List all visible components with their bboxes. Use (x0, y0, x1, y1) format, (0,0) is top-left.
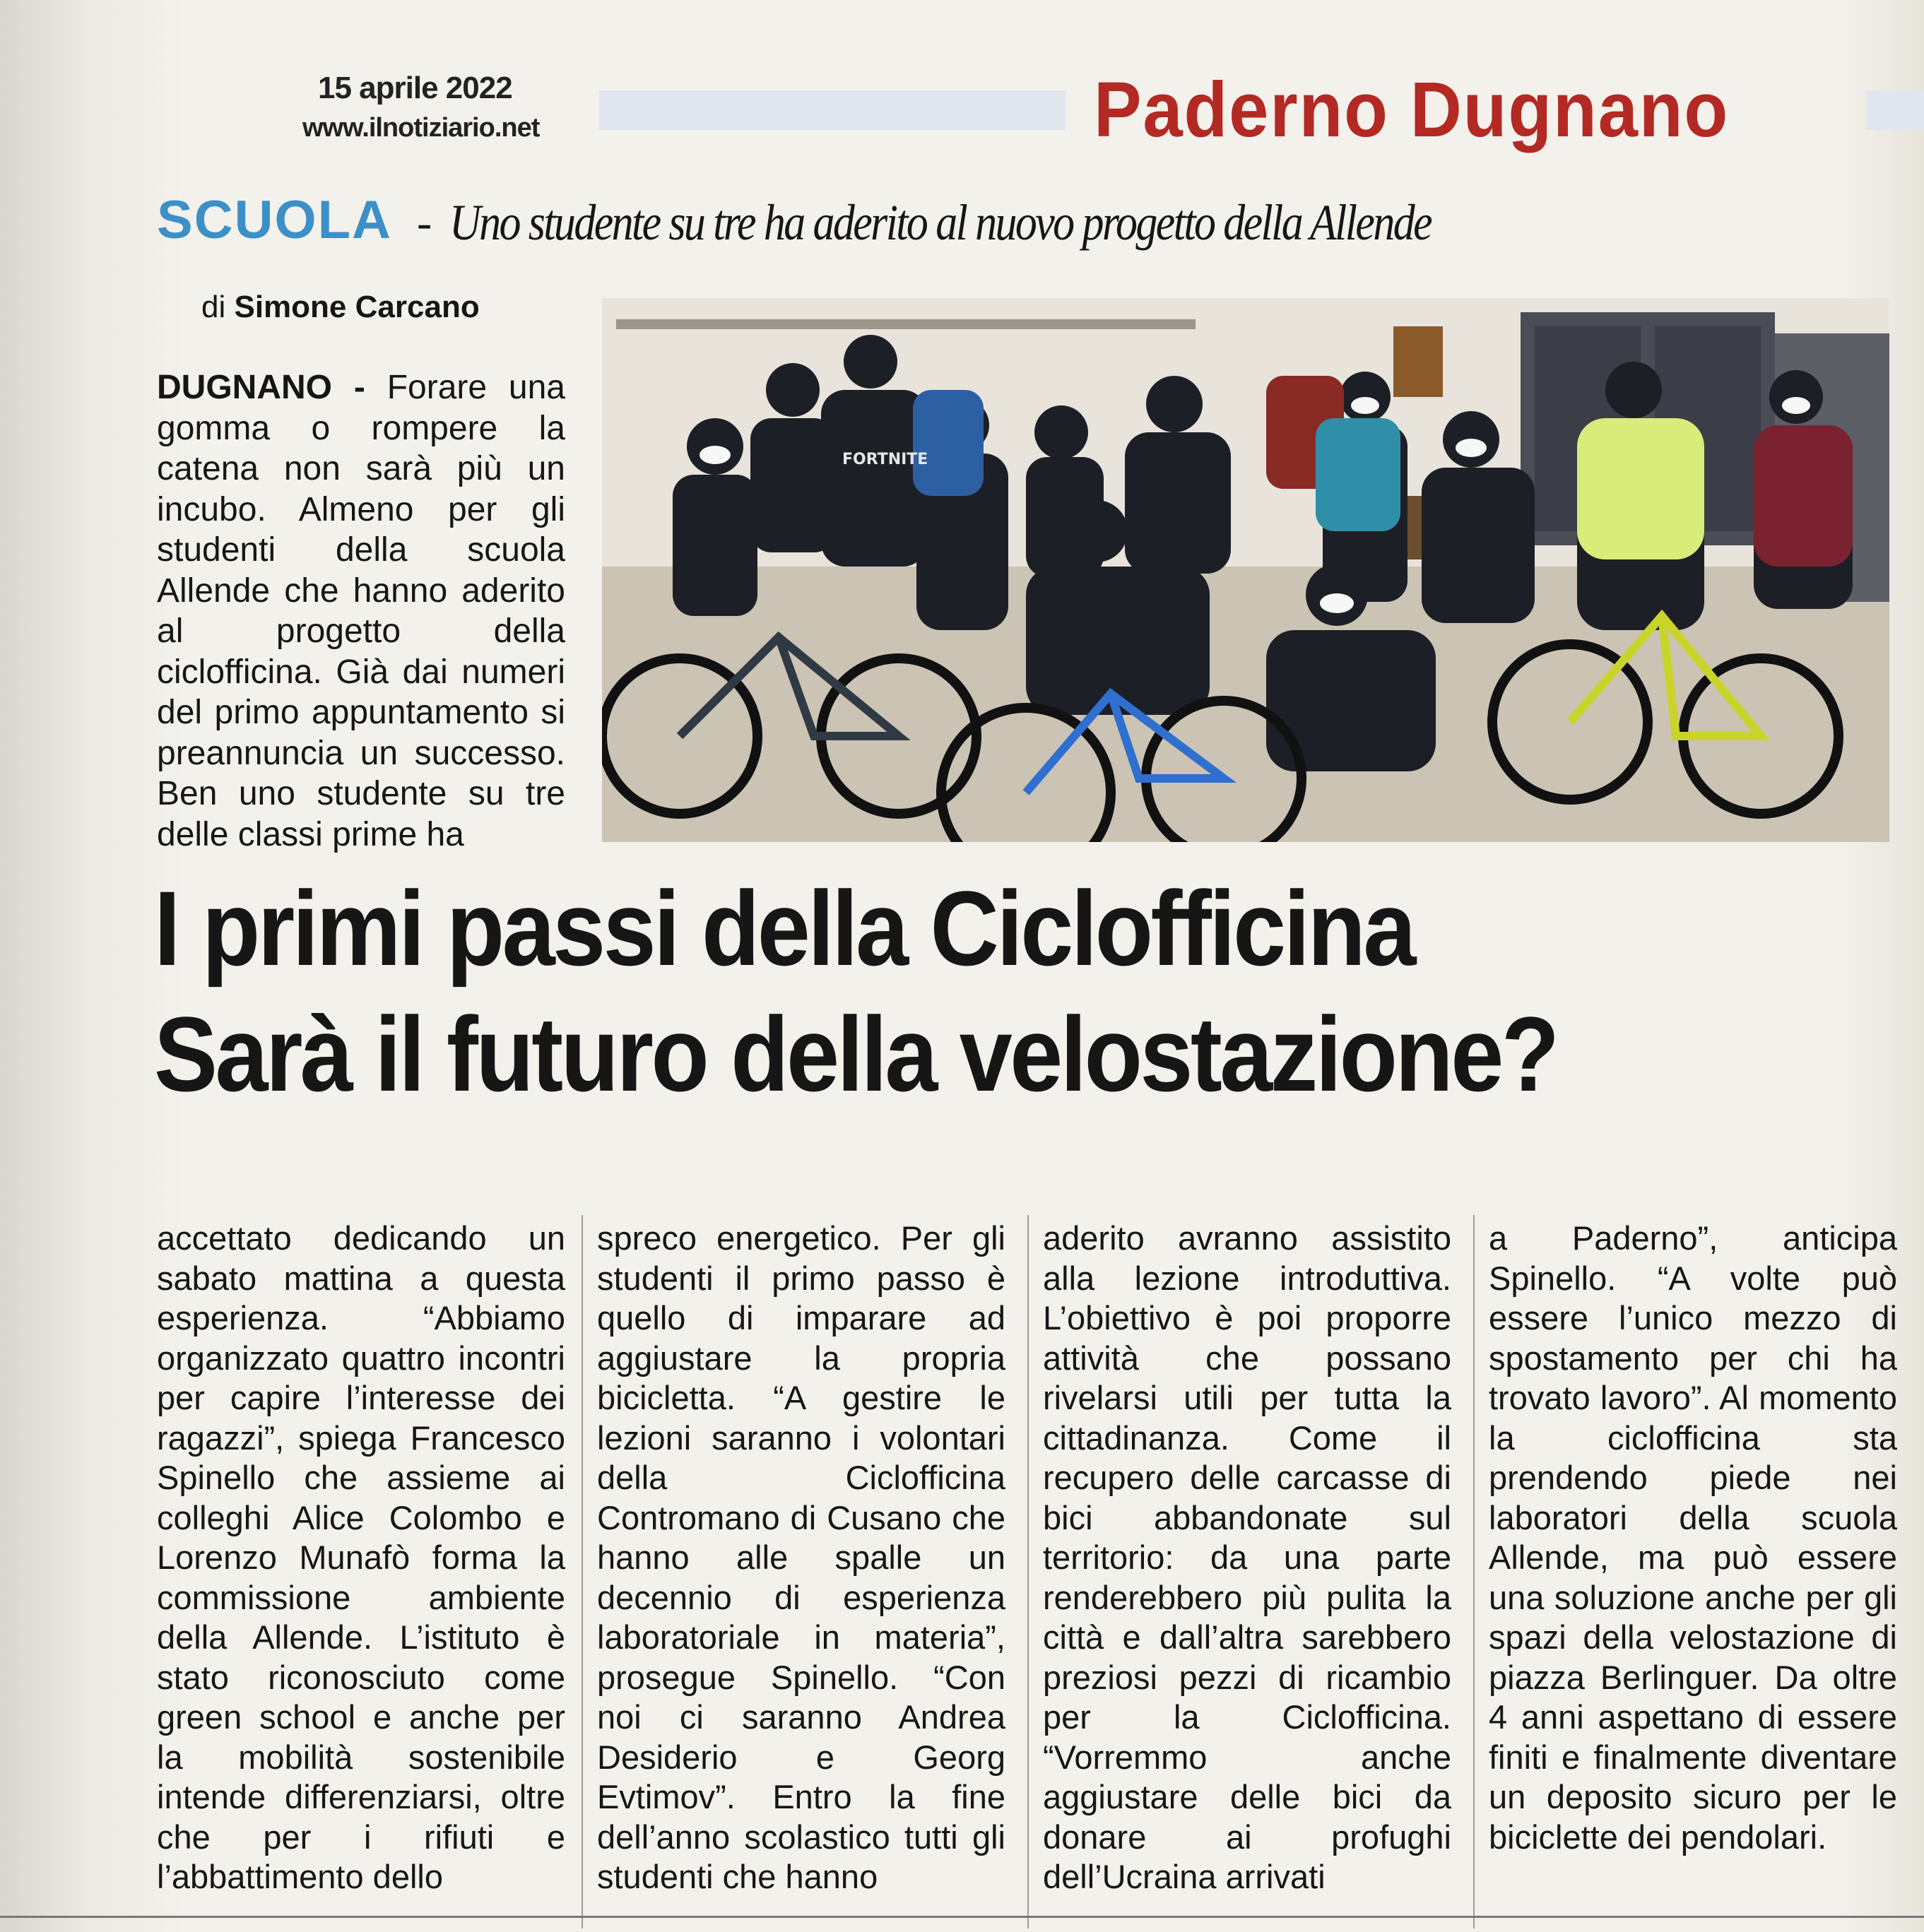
workshop-photo-illustration (602, 298, 1889, 842)
column-divider (1473, 1215, 1475, 1928)
byline-prefix: di (201, 290, 226, 324)
shirt-print-text: FORTNITE (842, 451, 928, 468)
column-divider (1027, 1215, 1029, 1928)
body-column-1: accettato dedicando un sabato mattina a questa esperienza. “Abbiamo organizzato quattro incontri per capire l’interesse dei ragazzi”, spiega Francesco Spinello che assieme ai colleghi Alice Colombo e Lorenzo Munafò forma la commissione ambiente della Allende. L’istituto è stato riconosciuto come green school e anche per la mobilità sostenibile intende differenziarsi, oltre che per i rifiuti e l’abbattimento dello (157, 1219, 565, 1895)
headline-line-2: Sarà il futuro della velostazione? (154, 995, 1557, 1113)
author-name: Simone Carcano (234, 290, 480, 324)
issue-date: 15 aprile 2022 (318, 71, 512, 105)
page-bottom-rule (0, 1916, 1924, 1918)
byline (201, 290, 480, 325)
lead-text: Forare una gomma o rompere la catena non sarà più un incubo. Almeno per gli studenti della scuola Allende che hanno aderito al progetto della ciclofficina. Già dai numeri del primo appuntamento si preannuncia un successo. Ben uno studente su tre delle classi prime ha (157, 369, 565, 853)
town-title: Paderno Dugnano (1094, 66, 1730, 153)
article-photo (602, 298, 1889, 842)
body-column-3: aderito avranno assistito alla lezione introduttiva. L’obiettivo è poi proporre attività che possano rivelarsi utili per tutta la cittadinanza. Come il recupero delle carcasse di bici abbandonate sul territorio: da una parte renderebbero più pulita la città e dall’altra sarebbero preziosi pezzi di ricambio per la Ciclofficina. “Vorremmo anche aggiustare delle bici da donare ai profughi dell’Ucraina arrivati (1043, 1219, 1451, 1895)
body-column-2: spreco energetico. Per gli studenti il primo passo è quello di imparare ad aggiustare la propria bicicletta. “A gestire le lezioni saranno i volontari della Ciclofficina Contromano di Cusano che hanno alle spalle un decennio di esperienza laboratoriale in materia”, prosegue Spinello. “Con noi ci saranno Andrea Desiderio e Georg Evtimov”. Entro la fine dell’anno scolastico tutti gli studenti che hanno (597, 1219, 1005, 1895)
lead-paragraph (157, 367, 565, 855)
column-divider (582, 1215, 583, 1928)
website-url: www.ilnotiziario.net (302, 113, 540, 143)
section-separator: - (417, 197, 432, 247)
masthead-band (599, 90, 1066, 130)
headline (154, 865, 1557, 1117)
masthead-band-right (1865, 90, 1924, 130)
body-column-4: a Paderno”, anticipa Spinello. “A volte può essere l’unico mezzo di spostamento per chi ha trovato lavoro”. Al momento la ciclofficina sta prendendo piede nei laboratori della scuola Allende, ma può essere una soluzione anche per gli spazi della velostazione di piazza Berlinguer. Da oltre 4 anni aspettano di essere finiti e finalmente diventare un deposito sicuro per le biciclette dei pendolari. (1489, 1219, 1897, 1856)
section-label: SCUOLA (157, 190, 392, 250)
article-kicker: Uno studente su tre ha aderito al nuovo progetto della Allende (449, 194, 1431, 251)
headline-line-1: I primi passi della Ciclofficina (154, 869, 1414, 988)
dateline: DUGNANO - (157, 369, 365, 406)
